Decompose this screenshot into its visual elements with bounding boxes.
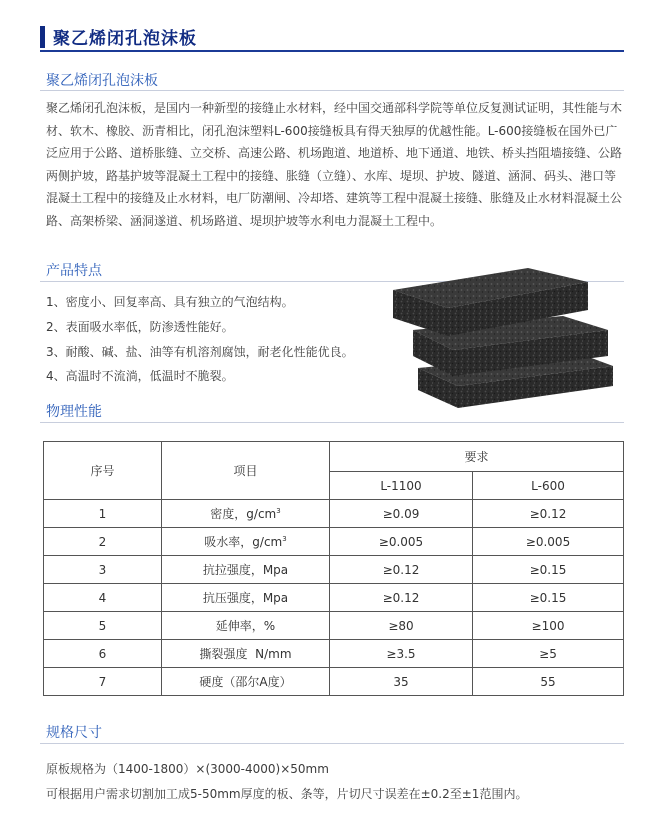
spec-line-custom: 可根据用户需求切割加工成5-50mm厚度的板、条等，片切尺寸误差在±0.2至±1范围内。: [46, 787, 528, 801]
cell-item-sup: 3: [282, 535, 287, 543]
cell-l600: ≥0.005: [473, 528, 624, 556]
cell-l1100: ≥0.12: [330, 584, 473, 612]
cell-l1100: ≥0.09: [330, 500, 473, 528]
intro-line: 材、软木、橡胶、沥青相比，闭孔泡沫塑料L-600接缝板具有得天独厚的优越性能。L-600接缝板在国外已广: [46, 123, 618, 138]
intro-paragraph: [46, 97, 624, 232]
header-requirement: 要求: [330, 442, 624, 472]
cell-l1100: ≥80: [330, 612, 473, 640]
table-row: [44, 668, 624, 696]
cell-l1100: ≥0.005: [330, 528, 473, 556]
cell-item: [162, 528, 330, 556]
feature-item: 2、表面吸水率低，防渗透性能好。: [46, 320, 234, 334]
intro-line: 两侧护坡，路基护坡等混凝土工程中的接缝、胀缝（立缝）、水库、堤坝、护坡、隧道、涵洞、码头、港口等: [46, 168, 617, 183]
cell-item: 抗压强度，Mpa: [162, 584, 330, 612]
cell-item: 撕裂强度 N/mm: [162, 640, 330, 668]
cell-l600: ≥5: [473, 640, 624, 668]
table-row: [44, 500, 624, 528]
title-accent-bar: [40, 26, 45, 48]
cell-l600: ≥0.15: [473, 584, 624, 612]
spec-heading: 规格尺寸: [46, 725, 102, 741]
cell-item: 硬度（邵尔A度）: [162, 668, 330, 696]
spec-divider: [40, 743, 624, 744]
page-title-text: 聚乙烯闭孔泡沫板: [53, 29, 197, 49]
table-row: [44, 640, 624, 668]
cell-item: 抗拉强度，Mpa: [162, 556, 330, 584]
cell-index: 1: [44, 500, 162, 528]
cell-index: 4: [44, 584, 162, 612]
cell-index: 6: [44, 640, 162, 668]
table-row: [44, 612, 624, 640]
cell-index: 7: [44, 668, 162, 696]
spec-line-size: 原板规格为（1400-1800）×(3000-4000)×50mm: [46, 762, 329, 776]
feature-item: 3、耐酸、碱、盐、油等有机溶剂腐蚀，耐老化性能优良。: [46, 345, 354, 359]
header-l1100: L-1100: [330, 472, 473, 500]
header-index: 序号: [44, 442, 162, 500]
cell-l1100: ≥0.12: [330, 556, 473, 584]
table-row: [44, 556, 624, 584]
cell-item: 延伸率，%: [162, 612, 330, 640]
page-title: [40, 24, 197, 49]
intro-line: 聚乙烯闭孔泡沫板，是国内一种新型的接缝止水材料，经中国交通部科学院等单位反复测试证明，其性能与木: [46, 101, 623, 115]
intro-heading: 聚乙烯闭孔泡沫板: [46, 73, 158, 89]
foam-board-image: [388, 258, 618, 408]
cell-l1100: ≥3.5: [330, 640, 473, 668]
cell-l600: ≥0.15: [473, 556, 624, 584]
cell-l600: ≥0.12: [473, 500, 624, 528]
feature-item: 1、密度小、回复率高、具有独立的气泡结构。: [46, 295, 294, 309]
features-heading: 产品特点: [46, 263, 102, 279]
cell-item-sup: 3: [276, 507, 281, 515]
cell-item: [162, 500, 330, 528]
title-divider: [40, 50, 624, 52]
physical-divider: [40, 422, 624, 423]
cell-l600: 55: [473, 668, 624, 696]
physical-heading: 物理性能: [46, 404, 102, 420]
intro-line: 混凝土工程中的接缝及止水材料，电厂防潮闸、冷却塔、建筑等工程中混凝土接缝、胀缝及止水材料混凝土公: [46, 191, 623, 205]
table-row: [44, 528, 624, 556]
cell-l1100: 35: [330, 668, 473, 696]
header-l600: L-600: [473, 472, 624, 500]
intro-line: 泛应用于公路、道桥胀缝、立交桥、高速公路、机场跑道、地道桥、地下通道、地铁、桥头挡阻墙接缝、公路: [46, 146, 623, 160]
cell-item-text: 吸水率，g/cm: [204, 535, 283, 549]
properties-table: [43, 441, 624, 696]
feature-item: 4、高温时不流淌，低温时不脆裂。: [46, 369, 234, 383]
cell-index: 3: [44, 556, 162, 584]
cell-l600: ≥100: [473, 612, 624, 640]
cell-index: 5: [44, 612, 162, 640]
cell-index: 2: [44, 528, 162, 556]
cell-item-text: 密度，g/cm: [210, 507, 277, 521]
intro-line: 路、高架桥梁、涵洞遂道、机场路道、堤坝护坡等水利电力混凝土工程中。: [46, 213, 443, 228]
table-row: [44, 584, 624, 612]
intro-divider: [40, 90, 624, 91]
header-item: 项目: [162, 442, 330, 500]
